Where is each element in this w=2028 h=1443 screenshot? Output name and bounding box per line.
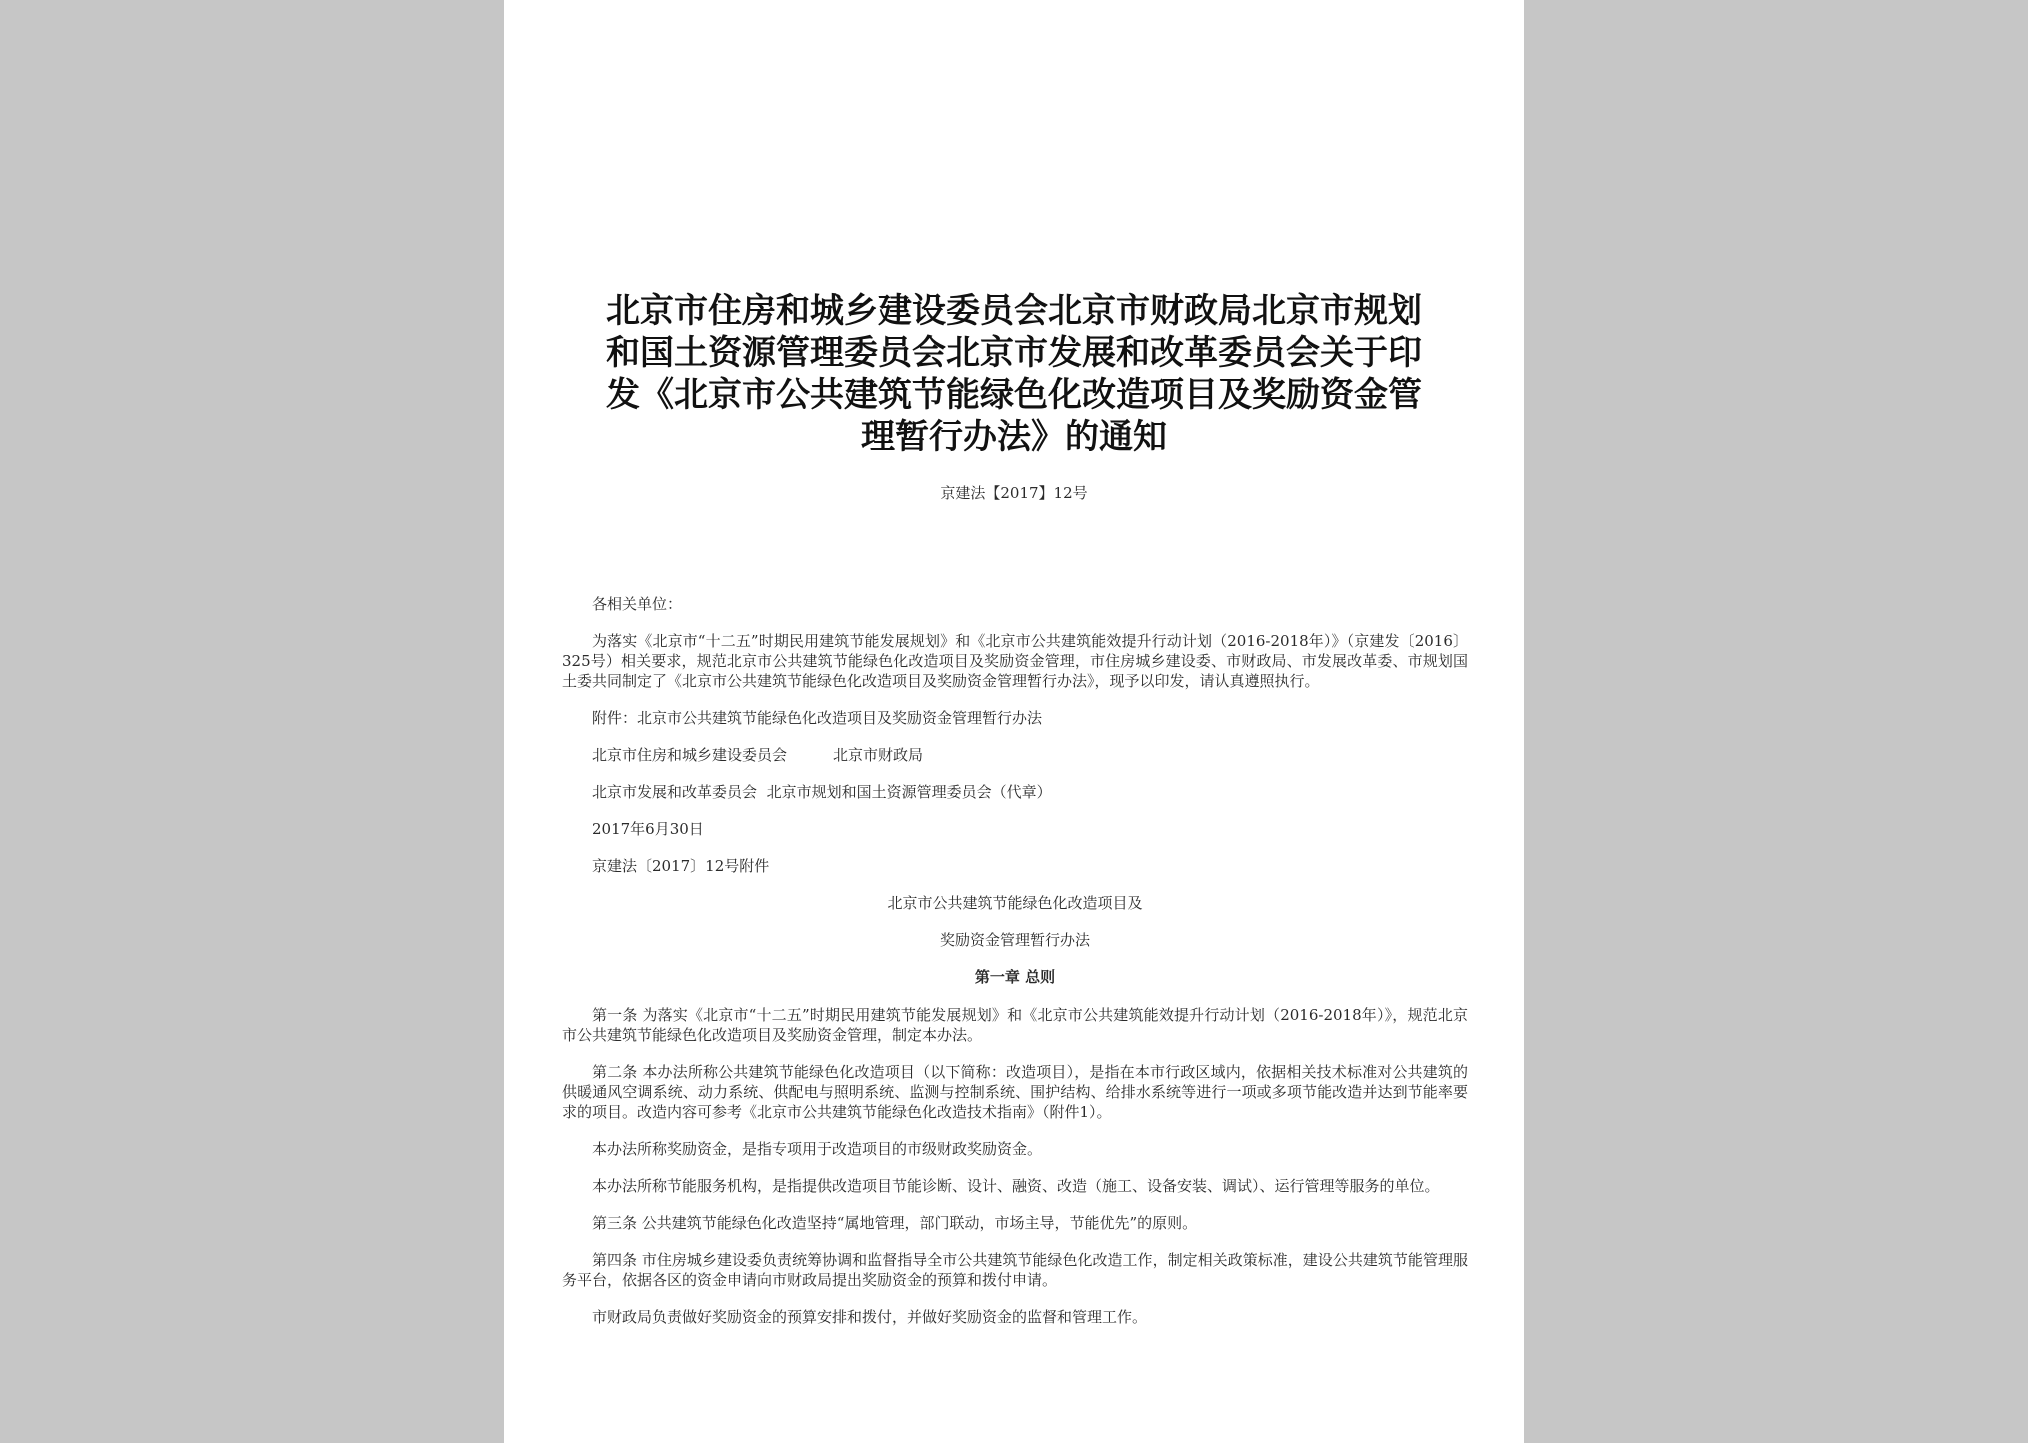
article-paragraph: 市财政局负责做好奖励资金的预算安排和拨付，并做好奖励资金的监督和管理工作。 (592, 1308, 1148, 1326)
issue-date: 2017年6月30日 (592, 820, 704, 838)
salutation: 各相关单位： (592, 595, 683, 613)
attachment-title-line: 北京市公共建筑节能绿色化改造项目及 (887, 894, 1143, 912)
signature-line (562, 745, 1468, 765)
document-page (504, 0, 1524, 1443)
article-paragraph: 第四条 市住房城乡建设委负责统筹协调和监督指导全市公共建筑节能绿色化改造工作，制定相关政策标准，建设公共建筑节能管理服务平台，依据各区的资金申请向市财政局提出奖励资金的预算和拨付申请。 (562, 1251, 1468, 1289)
document-body (562, 594, 1468, 1344)
article-paragraph: 第二条 本办法所称公共建筑节能绿色化改造项目（以下简称：改造项目），是指在本市行政区域内，依据相关技术标准对公共建筑的供暖通风空调系统、动力系统、供配电与照明系统、监测与控制系统、围护结构、给排水系统等进行一项或多项节能改造并达到节能率要求的项目。改造内容可参考《北京市公共建筑节能绿色化改造技术指南》（附件1）。 (562, 1063, 1468, 1121)
document-number: 京建法【2017】12号 (940, 484, 1088, 502)
issuer-name: 北京市发展和改革委员会 (592, 783, 758, 801)
issuer-name: 北京市规划和国土资源管理委员会（代章） (766, 783, 1052, 801)
signature-line (562, 782, 1468, 802)
chapter-heading: 第一章 总则 (974, 968, 1056, 986)
title-line: 发《北京市公共建筑节能绿色化改造项目及奖励资金管 (606, 375, 1422, 415)
article-paragraph: 第一条 为落实《北京市“十二五”时期民用建筑节能发展规划》和《北京市公共建筑能效提升行动计划（2016-2018年）》，规范北京市公共建筑节能绿色化改造项目及奖励资金管理，制定本办法。 (562, 1006, 1468, 1044)
title-line: 和国土资源管理委员会北京市发展和改革委员会关于印 (606, 333, 1422, 373)
article-paragraph: 本办法所称奖励资金，是指专项用于改造项目的市级财政奖励资金。 (592, 1140, 1043, 1158)
issuer-name: 北京市住房和城乡建设委员会 (592, 746, 788, 764)
document-title (564, 290, 1464, 458)
issuer-name: 北京市财政局 (833, 746, 924, 764)
article-paragraph: 本办法所称节能服务机构，是指提供改造项目节能诊断、设计、融资、改造（施工、设备安装、调试）、运行管理等服务的单位。 (592, 1177, 1440, 1195)
title-line: 理暂行办法》的通知 (861, 417, 1167, 457)
title-line: 北京市住房和城乡建设委员会北京市财政局北京市规划 (606, 291, 1422, 331)
attachment-reference: 京建法〔2017〕12号附件 (592, 857, 770, 875)
attachment-line: 附件：北京市公共建筑节能绿色化改造项目及奖励资金管理暂行办法 (592, 709, 1043, 727)
article-paragraph: 第三条 公共建筑节能绿色化改造坚持“属地管理，部门联动，市场主导，节能优先”的原则。 (592, 1214, 1198, 1232)
attachment-title-line: 奖励资金管理暂行办法 (939, 931, 1090, 949)
intro-paragraph: 为落实《北京市“十二五”时期民用建筑节能发展规划》和《北京市公共建筑能效提升行动计划（2016-2018年）》（京建发〔2016〕325号）相关要求，规范北京市公共建筑节能绿色化改造项目及奖励资金管理，市住房城乡建设委、市财政局、市发展改革委、市规划国土委共同制定了《北京市公共建筑节能绿色化改造项目及奖励资金管理暂行办法》，现予以印发，请认真遵照执行。 (562, 632, 1468, 690)
